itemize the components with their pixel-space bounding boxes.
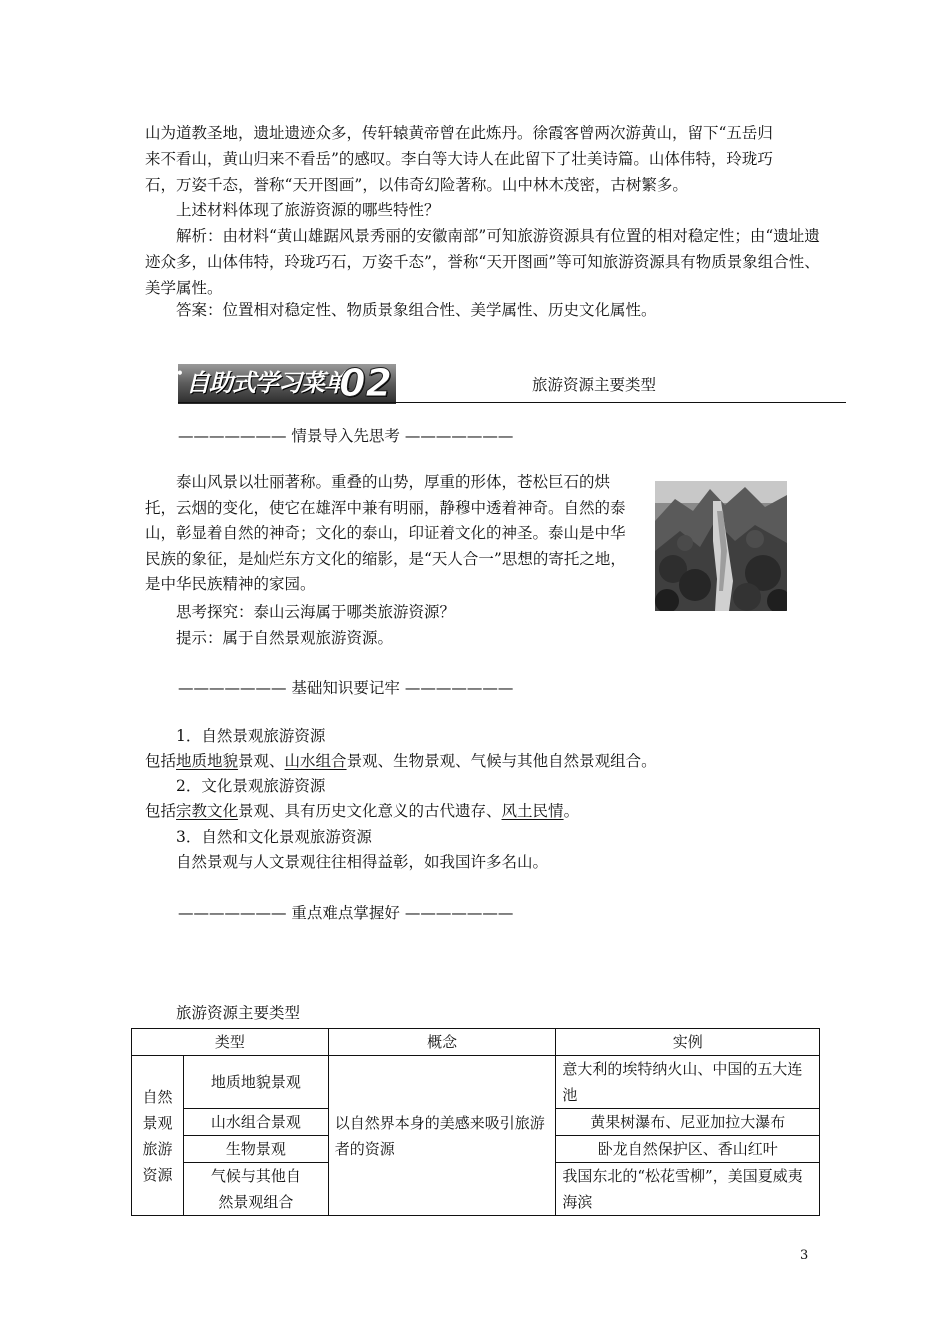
type-cell: 地质地貌景观 (183, 1056, 328, 1109)
table-header-row (132, 1029, 820, 1056)
intro-line-3: 石，万姿千态，誉称“天开图画”，以伟奇幻险著称。山中林木茂密，古树繁多。 (145, 176, 688, 194)
intro-question: 上述材料体现了旅游资源的哪些特性？ (176, 201, 440, 219)
basics-header: ——————— 基础知识要记牢 ——————— (178, 679, 514, 697)
text-segment: 景观、 (238, 752, 285, 770)
text-segment: 包括 (145, 752, 177, 770)
keypoints-header: ——————— 重点难点掌握好 ——————— (178, 904, 514, 922)
underlined-term: 山水组合 (284, 752, 347, 770)
basics-item-2-text (145, 798, 579, 824)
text-segment: 景观、具有历史文化意义的古代遗存、 (238, 802, 502, 820)
basics-item-1-title: 1．自然景观旅游资源 (176, 727, 326, 745)
resource-types-table (131, 1028, 820, 1216)
table-row (132, 1056, 820, 1109)
underlined-term: 地质地貌 (176, 752, 239, 770)
type-cell: 山水组合景观 (183, 1109, 328, 1136)
intro-line-1: 山为道教圣地，遗址遗迹众多，传轩辕黄帝曾在此炼丹。徐霞客曾两次游黄山，留下“五岳归 (145, 124, 773, 142)
banner-number: 02 (339, 361, 392, 405)
scene-passage: 泰山风景以壮丽著称。重叠的山势，厚重的形体，苍松巨石的烘托，云烟的变化，使它在雄浑中兼有明丽，静穆中透着神奇。自然的泰山，彰显着自然的神奇；文化的泰山，印证着文化的神圣。泰山是中华民族的象征，是灿烂东方文化的缩影，是“天人合一”思想的寄托之地，是中华民族精神的家园。 (145, 473, 626, 593)
text-segment: 。 (563, 802, 580, 820)
concept-cell: 以自然界本身的美感来吸引旅游者的资源 (328, 1056, 556, 1216)
scene-header: ——————— 情景导入先思考 ——————— (178, 427, 514, 445)
basics-item-3-text: 自然景观与人文景观往往相得益彰，如我国许多名山。 (176, 853, 549, 871)
intro-answer: 答案：位置相对稳定性、物质景象组合性、美学属性、历史文化属性。 (176, 301, 657, 319)
underlined-term: 宗教文化 (176, 802, 239, 820)
banner-dot-icon: • (176, 366, 184, 380)
section-rule (178, 402, 846, 403)
header-concept: 概念 (328, 1029, 556, 1056)
header-example: 实例 (556, 1029, 820, 1056)
category-cell: 自然景观旅游资源 (132, 1056, 184, 1216)
text-segment: 景观、生物景观、气候与其他自然景观组合。 (346, 752, 657, 770)
type-cell: 气候与其他自然景观组合 (183, 1163, 328, 1216)
basics-item-3-title: 3．自然和文化景观旅游资源 (176, 828, 372, 846)
mountain-landscape-image (655, 481, 787, 611)
text-segment: 包括 (145, 802, 177, 820)
intro-line-2: 来不看山，黄山归来不看岳”的感叹。李白等大诗人在此留下了壮美诗篇。山体伟特，玲珑巧 (145, 150, 773, 168)
underlined-term: 风土民情 (501, 802, 564, 820)
page-number: 3 (800, 1248, 809, 1263)
example-cell: 黄果树瀑布、尼亚加拉大瀑布 (556, 1109, 820, 1136)
type-cell: 生物景观 (183, 1136, 328, 1163)
scene-hint: 提示：属于自然景观旅游资源。 (176, 629, 394, 647)
table-caption: 旅游资源主要类型 (176, 1004, 301, 1022)
scene-question: 思考探究：泰山云海属于哪类旅游资源？ (176, 603, 456, 621)
intro-analysis: 解析：由材料“黄山雄踞风景秀丽的安徽南部”可知旅游资源具有位置的相对稳定性；由“遗址遗迹众多，山体伟特，玲珑巧石，万姿千态”，誉称“天开图画”等可知旅游资源具有物质景象组合性、美学属性。 (145, 227, 820, 297)
example-cell: 卧龙自然保护区、香山红叶 (556, 1136, 820, 1163)
header-type: 类型 (132, 1029, 329, 1056)
section-title: 旅游资源主要类型 (532, 376, 657, 394)
basics-item-1-text (145, 748, 657, 774)
example-cell: 意大利的埃特纳火山、中国的五大连池 (556, 1056, 820, 1109)
banner-text: 自助式学习菜单 (186, 369, 347, 397)
basics-item-2-title: 2．文化景观旅游资源 (176, 777, 326, 795)
section-banner (176, 361, 396, 405)
example-cell: 我国东北的“松花雪柳”，美国夏威夷海滨 (556, 1163, 820, 1216)
taishan-photo (655, 481, 787, 611)
